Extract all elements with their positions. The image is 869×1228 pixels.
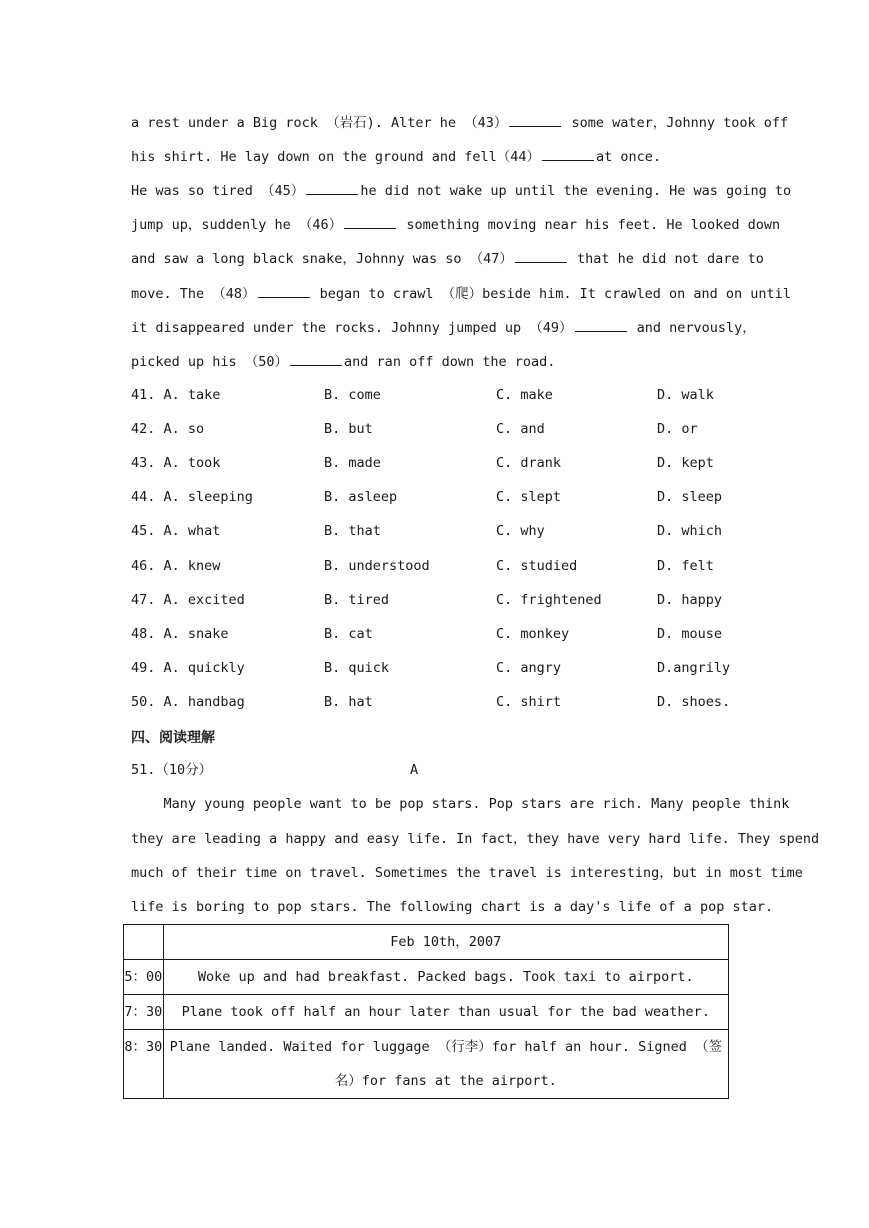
option-d: D. kept [657, 455, 714, 471]
answer-blank-46 [344, 214, 396, 229]
option-c: C. why [496, 523, 545, 539]
option-a: 50. A. handbag [131, 694, 245, 710]
option-b: B. understood [324, 558, 430, 574]
option-a: 43. A. took [131, 455, 221, 471]
option-d: D. shoes. [657, 694, 731, 710]
passage-text: and saw a long black snake，Johnny was so （47） [131, 251, 513, 267]
answer-blank-47 [515, 248, 567, 263]
option-a: 48. A. snake [131, 626, 229, 642]
passage-text: move. The （48） [131, 286, 256, 302]
option-d: D. sleep [657, 489, 723, 505]
table-corner-cell [124, 925, 164, 960]
option-d: D. which [657, 523, 723, 539]
passage-text: and nervously， [628, 320, 756, 336]
passage-text: He was so tired （45） [131, 183, 305, 199]
table-time-cell: 8：30 [124, 1030, 164, 1099]
option-c: C. monkey [496, 626, 570, 642]
reading-line: life is boring to pop stars. The following chart is a day's life of a pop star. [131, 899, 774, 915]
table-event-cell: Plane took off half an hour later than usual for the bad weather. [163, 995, 728, 1030]
passage-text: something moving near his feet. He looked down [398, 217, 781, 233]
passage-text: his shirt. He lay down on the ground and fell（44） [131, 149, 541, 165]
passage-text: picked up his （50） [131, 354, 289, 370]
table-row [124, 995, 729, 1030]
answer-blank-48 [258, 283, 310, 298]
passage-text: that he did not dare to [568, 251, 764, 267]
passage-line [131, 146, 737, 167]
option-b: B. that [324, 523, 381, 539]
answer-blank-45 [306, 180, 358, 195]
option-a: 45. A. what [131, 523, 221, 539]
reading-line: much of their time on travel. Sometimes the travel is interesting，but in most time [131, 865, 803, 881]
passage-line [131, 317, 756, 338]
option-a: 42. A. so [131, 421, 205, 437]
passage-text: at once. [596, 149, 662, 165]
passage-line [131, 112, 789, 133]
option-b: B. tired [324, 592, 390, 608]
table-time-cell: 7：30 [124, 995, 164, 1030]
answer-blank-49 [575, 317, 627, 332]
passage-text: began to crawl （爬）beside him. It crawled on and on until [311, 286, 791, 302]
option-c: C. and [496, 421, 545, 437]
option-c: C. angry [496, 660, 562, 676]
option-b: B. asleep [324, 489, 398, 505]
answer-blank-44 [542, 146, 594, 161]
table-row [124, 1030, 729, 1099]
passage-line [131, 351, 737, 372]
option-c: C. make [496, 387, 553, 403]
passage-line [131, 180, 792, 201]
passage-line [131, 214, 781, 235]
option-d: D. happy [657, 592, 723, 608]
option-a: 44. A. sleeping [131, 489, 253, 505]
option-d: D. walk [657, 387, 714, 403]
table-row [124, 960, 729, 995]
option-b: B. cat [324, 626, 373, 642]
option-a: 41. A. take [131, 387, 221, 403]
passage-text: it disappeared under the rocks. Johnny jumped up （49） [131, 320, 573, 336]
section-title: 四、阅读理解 [131, 730, 215, 746]
schedule-table [123, 924, 729, 1099]
option-b: B. come [324, 387, 381, 403]
question-number: 51.（10分） [131, 762, 213, 778]
option-d: D.angrily [657, 660, 731, 676]
passage-text: he did not wake up until the evening. He was going to [360, 183, 792, 199]
answer-blank-43 [509, 112, 561, 127]
option-c: C. studied [496, 558, 578, 574]
table-header-row [124, 925, 729, 960]
option-d: D. felt [657, 558, 714, 574]
table-date-header: Feb 10th，2007 [163, 925, 728, 960]
passage-label: A [410, 762, 419, 778]
passage-text: jump up，suddenly he （46） [131, 217, 343, 233]
option-b: B. hat [324, 694, 373, 710]
passage-text: and ran off down the road. [344, 354, 556, 370]
option-c: C. drank [496, 455, 562, 471]
option-b: B. made [324, 455, 381, 471]
passage-text: a rest under a Big rock （岩石). Alter he （43） [131, 115, 508, 131]
option-b: B. quick [324, 660, 390, 676]
table-time-cell: 5：00 [124, 960, 164, 995]
reading-line: Many young people want to be pop stars. Pop stars are rich. Many people think [131, 796, 790, 812]
option-c: C. frightened [496, 592, 602, 608]
option-a: 49. A. quickly [131, 660, 245, 676]
option-c: C. slept [496, 489, 562, 505]
passage-line [131, 283, 791, 304]
answer-blank-50 [290, 351, 342, 366]
table-event-cell: Woke up and had breakfast. Packed bags. Took taxi to airport. [163, 960, 728, 995]
option-d: D. or [657, 421, 698, 437]
table-event-cell: Plane landed. Waited for luggage （行李）for half an hour. Signed （签 名）for fans at the airport. [163, 1030, 728, 1099]
passage-text: some water，Johnny took off [563, 115, 789, 131]
option-a: 47. A. excited [131, 592, 245, 608]
option-c: C. shirt [496, 694, 562, 710]
passage-line [131, 248, 764, 269]
option-b: B. but [324, 421, 373, 437]
reading-line: they are leading a happy and easy life. In fact，they have very hard life. They spend [131, 831, 820, 847]
option-a: 46. A. knew [131, 558, 221, 574]
option-d: D. mouse [657, 626, 723, 642]
